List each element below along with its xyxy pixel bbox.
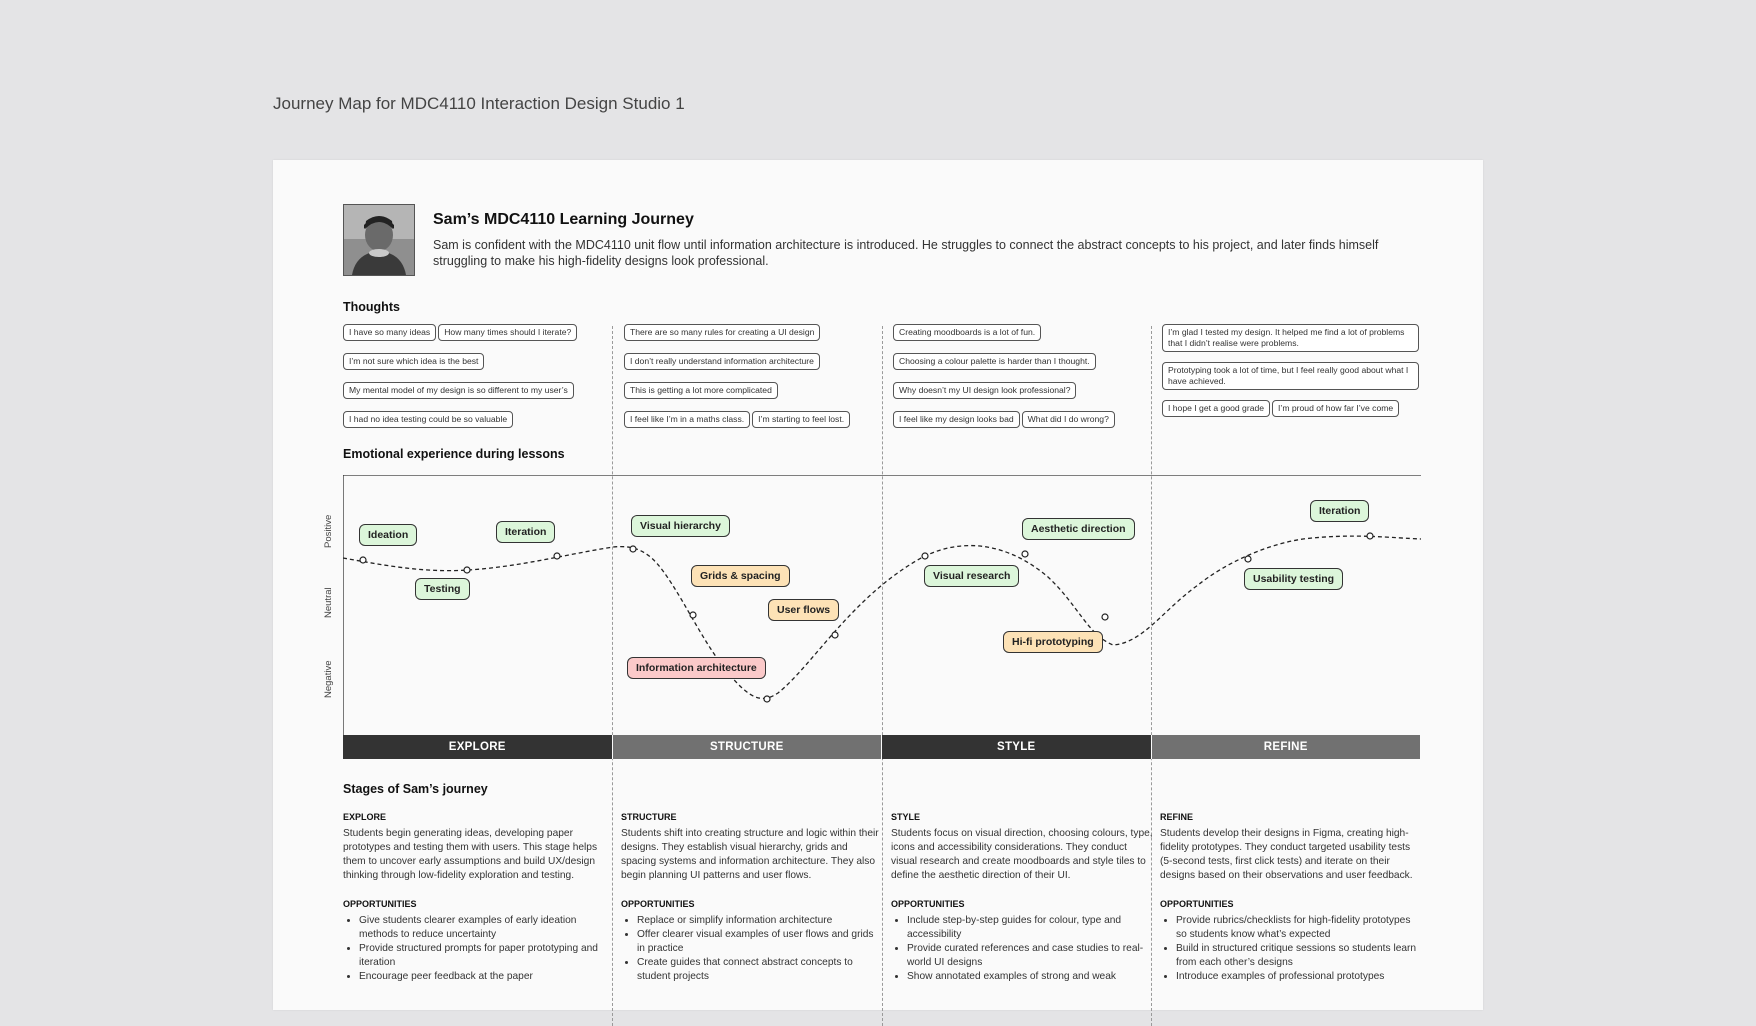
stage-detail-title: EXPLORE xyxy=(343,812,387,822)
thought-bubble: Prototyping took a lot of time, but I feel really good about what I have achieved. xyxy=(1162,362,1419,390)
emotion-label-information-architecture: Information architecture xyxy=(627,657,766,679)
stage-tab-refine[interactable]: REFINE xyxy=(1152,735,1422,759)
curve-point xyxy=(690,612,696,618)
stage-detail-explore xyxy=(343,810,605,984)
stage-detail-structure xyxy=(621,810,883,984)
emotion-label-hifi-prototyping: Hi-fi prototyping xyxy=(1003,631,1103,653)
thoughts-column-structure xyxy=(624,324,886,440)
curve-point xyxy=(464,567,470,573)
emotion-label-ideation: Ideation xyxy=(359,524,417,546)
emotion-label-iteration-refine: Iteration xyxy=(1310,500,1369,522)
opportunities-list xyxy=(1160,914,1422,984)
thought-bubble: This is getting a lot more complicated xyxy=(624,382,778,399)
opportunities-list xyxy=(621,914,883,984)
stage-detail-description: Students shift into creating structure and logic within their designs. They establish visual hierarchy, grids and spacing systems and information architecture. They also begin planning UI patterns and user flows. xyxy=(621,828,879,881)
opportunity-item: • Replace or simplify information architecture xyxy=(637,914,883,928)
opportunity-item: • Show annotated examples of strong and weak xyxy=(907,970,1153,984)
thoughts-column-style xyxy=(893,324,1155,440)
curve-point xyxy=(1022,551,1028,557)
stage-detail-description: Students focus on visual direction, choosing colours, type, icons and accessibility considerations. They conduct visual research and create moodboards and style tiles to define the aesthetic direction of their UI. xyxy=(891,828,1153,881)
thought-bubble: I’m starting to feel lost. xyxy=(752,411,850,428)
thoughts-column-explore xyxy=(343,324,605,440)
opportunities-label: OPPORTUNITIES xyxy=(343,899,417,909)
opportunity-item: • Encourage peer feedback at the paper xyxy=(359,970,605,984)
opportunity-item: • Offer clearer visual examples of user flows and grids in practice xyxy=(637,928,883,956)
opportunity-item: • Provide structured prompts for paper prototyping and iteration xyxy=(359,942,605,970)
emotion-label-testing: Testing xyxy=(415,578,470,600)
journey-map-sheet xyxy=(273,160,1483,1010)
journey-title: Sam’s MDC4110 Learning Journey xyxy=(433,211,694,228)
stage-tab-explore[interactable]: EXPLORE xyxy=(343,735,613,759)
journey-description: Sam is confident with the MDC4110 unit flow until information architecture is introduced. He struggles to connect the abstract concepts to his project, and later finds himself struggling to make his high-fidelity designs look professional. xyxy=(433,238,1379,268)
thought-bubble: Why doesn’t my UI design look professional? xyxy=(893,382,1076,399)
opportunity-item: • Provide curated references and case studies to real-world UI designs xyxy=(907,942,1153,970)
thought-bubble: I’m proud of how far I’ve come xyxy=(1272,400,1399,417)
emotion-chart xyxy=(343,475,1421,759)
avatar xyxy=(343,204,415,276)
curve-point xyxy=(1245,556,1251,562)
emotion-label-iteration: Iteration xyxy=(496,521,555,543)
emotion-curve xyxy=(343,536,1421,698)
stage-detail-refine xyxy=(1160,810,1422,984)
emotion-label-visual-hierarchy: Visual hierarchy xyxy=(631,515,730,537)
stage-tab-structure[interactable]: STRUCTURE xyxy=(613,735,883,759)
opportunities-label: OPPORTUNITIES xyxy=(891,899,965,909)
thought-bubble: I hope I get a good grade xyxy=(1162,400,1270,417)
thought-bubble: I’m not sure which idea is the best xyxy=(343,353,484,370)
opportunity-item: • Include step-by-step guides for colour, type and accessibility xyxy=(907,914,1153,942)
stage-detail-style xyxy=(891,810,1153,984)
thoughts-heading: Thoughts xyxy=(343,300,400,314)
opportunities-label: OPPORTUNITIES xyxy=(621,899,695,909)
stages-heading: Stages of Sam’s journey xyxy=(343,782,488,796)
stage-tab-style[interactable]: STYLE xyxy=(882,735,1152,759)
opportunity-item: • Build in structured critique sessions so students learn from each other’s designs xyxy=(1176,942,1422,970)
emotion-label-user-flows: User flows xyxy=(768,599,839,621)
opportunity-item: • Give students clearer examples of early ideation methods to reduce uncertainty xyxy=(359,914,605,942)
thought-bubble: I have so many ideas xyxy=(343,324,436,341)
page-caption: Journey Map for MDC4110 Interaction Design Studio 1 xyxy=(273,94,685,113)
emotion-heading: Emotional experience during lessons xyxy=(343,447,565,461)
emotion-label-grids-spacing: Grids & spacing xyxy=(691,565,790,587)
opportunity-item: • Provide rubrics/checklists for high-fidelity prototypes so students know what’s expected xyxy=(1176,914,1422,942)
stage-detail-title: STRUCTURE xyxy=(621,812,677,822)
curve-point xyxy=(832,632,838,638)
thought-bubble: I had no idea testing could be so valuable xyxy=(343,411,513,428)
stage-detail-description: Students begin generating ideas, developing paper prototypes and testing them with users. This stage helps them to uncover early assumptions and build UX/design thinking through low-fidelity exploration and testing. xyxy=(343,828,598,881)
curve-point xyxy=(630,546,636,552)
axis-label-neutral: Neutral xyxy=(323,587,334,618)
emotion-label-visual-research: Visual research xyxy=(924,565,1019,587)
stage-detail-title: REFINE xyxy=(1160,812,1194,822)
curve-point xyxy=(360,557,366,563)
emotion-label-usability-testing: Usability testing xyxy=(1244,568,1343,590)
curve-point xyxy=(764,696,770,702)
thoughts-column-refine xyxy=(1162,324,1424,429)
curve-point xyxy=(554,553,560,559)
stage-detail-title: STYLE xyxy=(891,812,921,822)
thought-bubble: Choosing a colour palette is harder than I thought. xyxy=(893,353,1096,370)
curve-point xyxy=(922,553,928,559)
opportunity-item: • Introduce examples of professional prototypes xyxy=(1176,970,1422,984)
emotion-label-aesthetic-direction: Aesthetic direction xyxy=(1022,518,1135,540)
stage-bar xyxy=(343,735,1421,759)
thought-bubble: Creating moodboards is a lot of fun. xyxy=(893,324,1041,341)
thought-bubble: There are so many rules for creating a UI design xyxy=(624,324,820,341)
thought-bubble: I’m glad I tested my design. It helped me find a lot of problems that I didn’t realise were problems. xyxy=(1162,324,1419,352)
axis-label-positive: Positive xyxy=(323,514,334,548)
thought-bubble: How many times should I iterate? xyxy=(438,324,577,341)
thought-bubble: My mental model of my design is so different to my user’s xyxy=(343,382,574,399)
curve-point xyxy=(1102,614,1108,620)
emotion-curve-svg xyxy=(343,475,1421,759)
curve-point xyxy=(1367,533,1373,539)
thought-bubble: I feel like I’m in a maths class. xyxy=(624,411,750,428)
thought-bubble: What did I do wrong? xyxy=(1022,411,1115,428)
thought-bubble: I feel like my design looks bad xyxy=(893,411,1020,428)
axis-label-negative: Negative xyxy=(323,660,334,698)
opportunities-label: OPPORTUNITIES xyxy=(1160,899,1234,909)
opportunities-list xyxy=(891,914,1153,984)
opportunity-item: • Create guides that connect abstract concepts to student projects xyxy=(637,956,883,984)
thought-bubble: I don’t really understand information architecture xyxy=(624,353,820,370)
opportunities-list xyxy=(343,914,605,984)
stage-detail-description: Students develop their designs in Figma, creating high-fidelity prototypes. They conduct targeted usability tests (5-second tests, first click tests) and iterate on their designs based on their observations and user feedback. xyxy=(1160,828,1413,881)
